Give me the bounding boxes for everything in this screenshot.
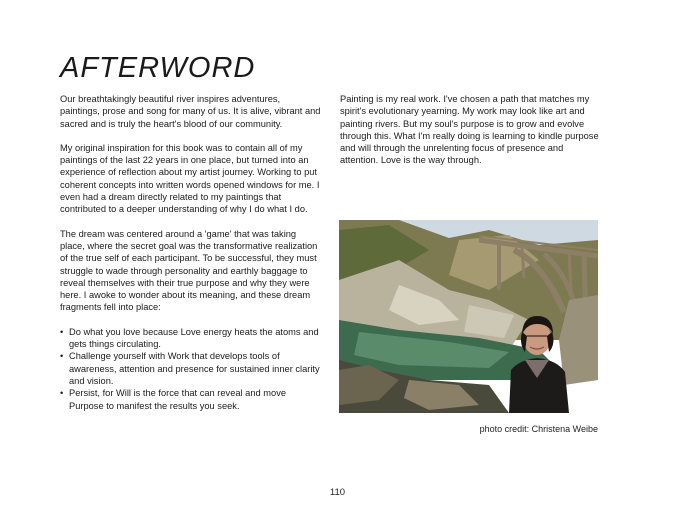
list-item: • Persist, for Will is the force that can reveal and move Purpose to manifest the results you seek. (60, 387, 322, 412)
photo-caption: photo credit: Christena Weibe (479, 424, 598, 434)
paragraph: Our breathtakingly beautiful river inspires adventures, paintings, prose and song for many of us. It is alive, vibrant and sacred and is truly the heart's blood of our community. (60, 94, 321, 129)
left-column (60, 93, 322, 412)
paragraph: My original inspiration for this book was to contain all of my paintings of the last 22 years in one place, but turned into an experience of reflection about my artist journey. Working to put coherent concepts into written words opened windows for me. I even had a dream directly related to my paintings that contributed to a deeper understanding of why I do what I do. (60, 142, 320, 215)
paragraph: The dream was centered around a 'game' that was taking place, where the secret goal was the transformative realization of the true self of each participant. To be successful, they must struggle to wade through personality and earthly baggage to reveal themselves with their true purpose and why they were here. I awoke to wonder about its meaning, and these dream fragments fell into place: (60, 228, 318, 313)
river-bridge-photo (339, 220, 598, 413)
right-column (340, 93, 602, 167)
paragraph: Painting is my real work. I've chosen a path that matches my spirit's evolutionary yearning. My work may look like art and painting rivers. But my soul's purpose is to grow and evolve through this. What I'm really doing is learning to kindle purpose and will through the unrelenting focus of presence and attention. Love is the way through. (340, 94, 599, 166)
dream-fragments-list (60, 326, 322, 412)
list-item: • Challenge yourself with Work that develops tools of awareness, attention and presence for sustained inner clarity and vision. (60, 350, 322, 387)
list-item: • Do what you love because Love energy heats the atoms and gets things circulating. (60, 326, 322, 351)
page-title: AFTERWORD (60, 52, 256, 84)
page-number: 110 (329, 487, 346, 498)
